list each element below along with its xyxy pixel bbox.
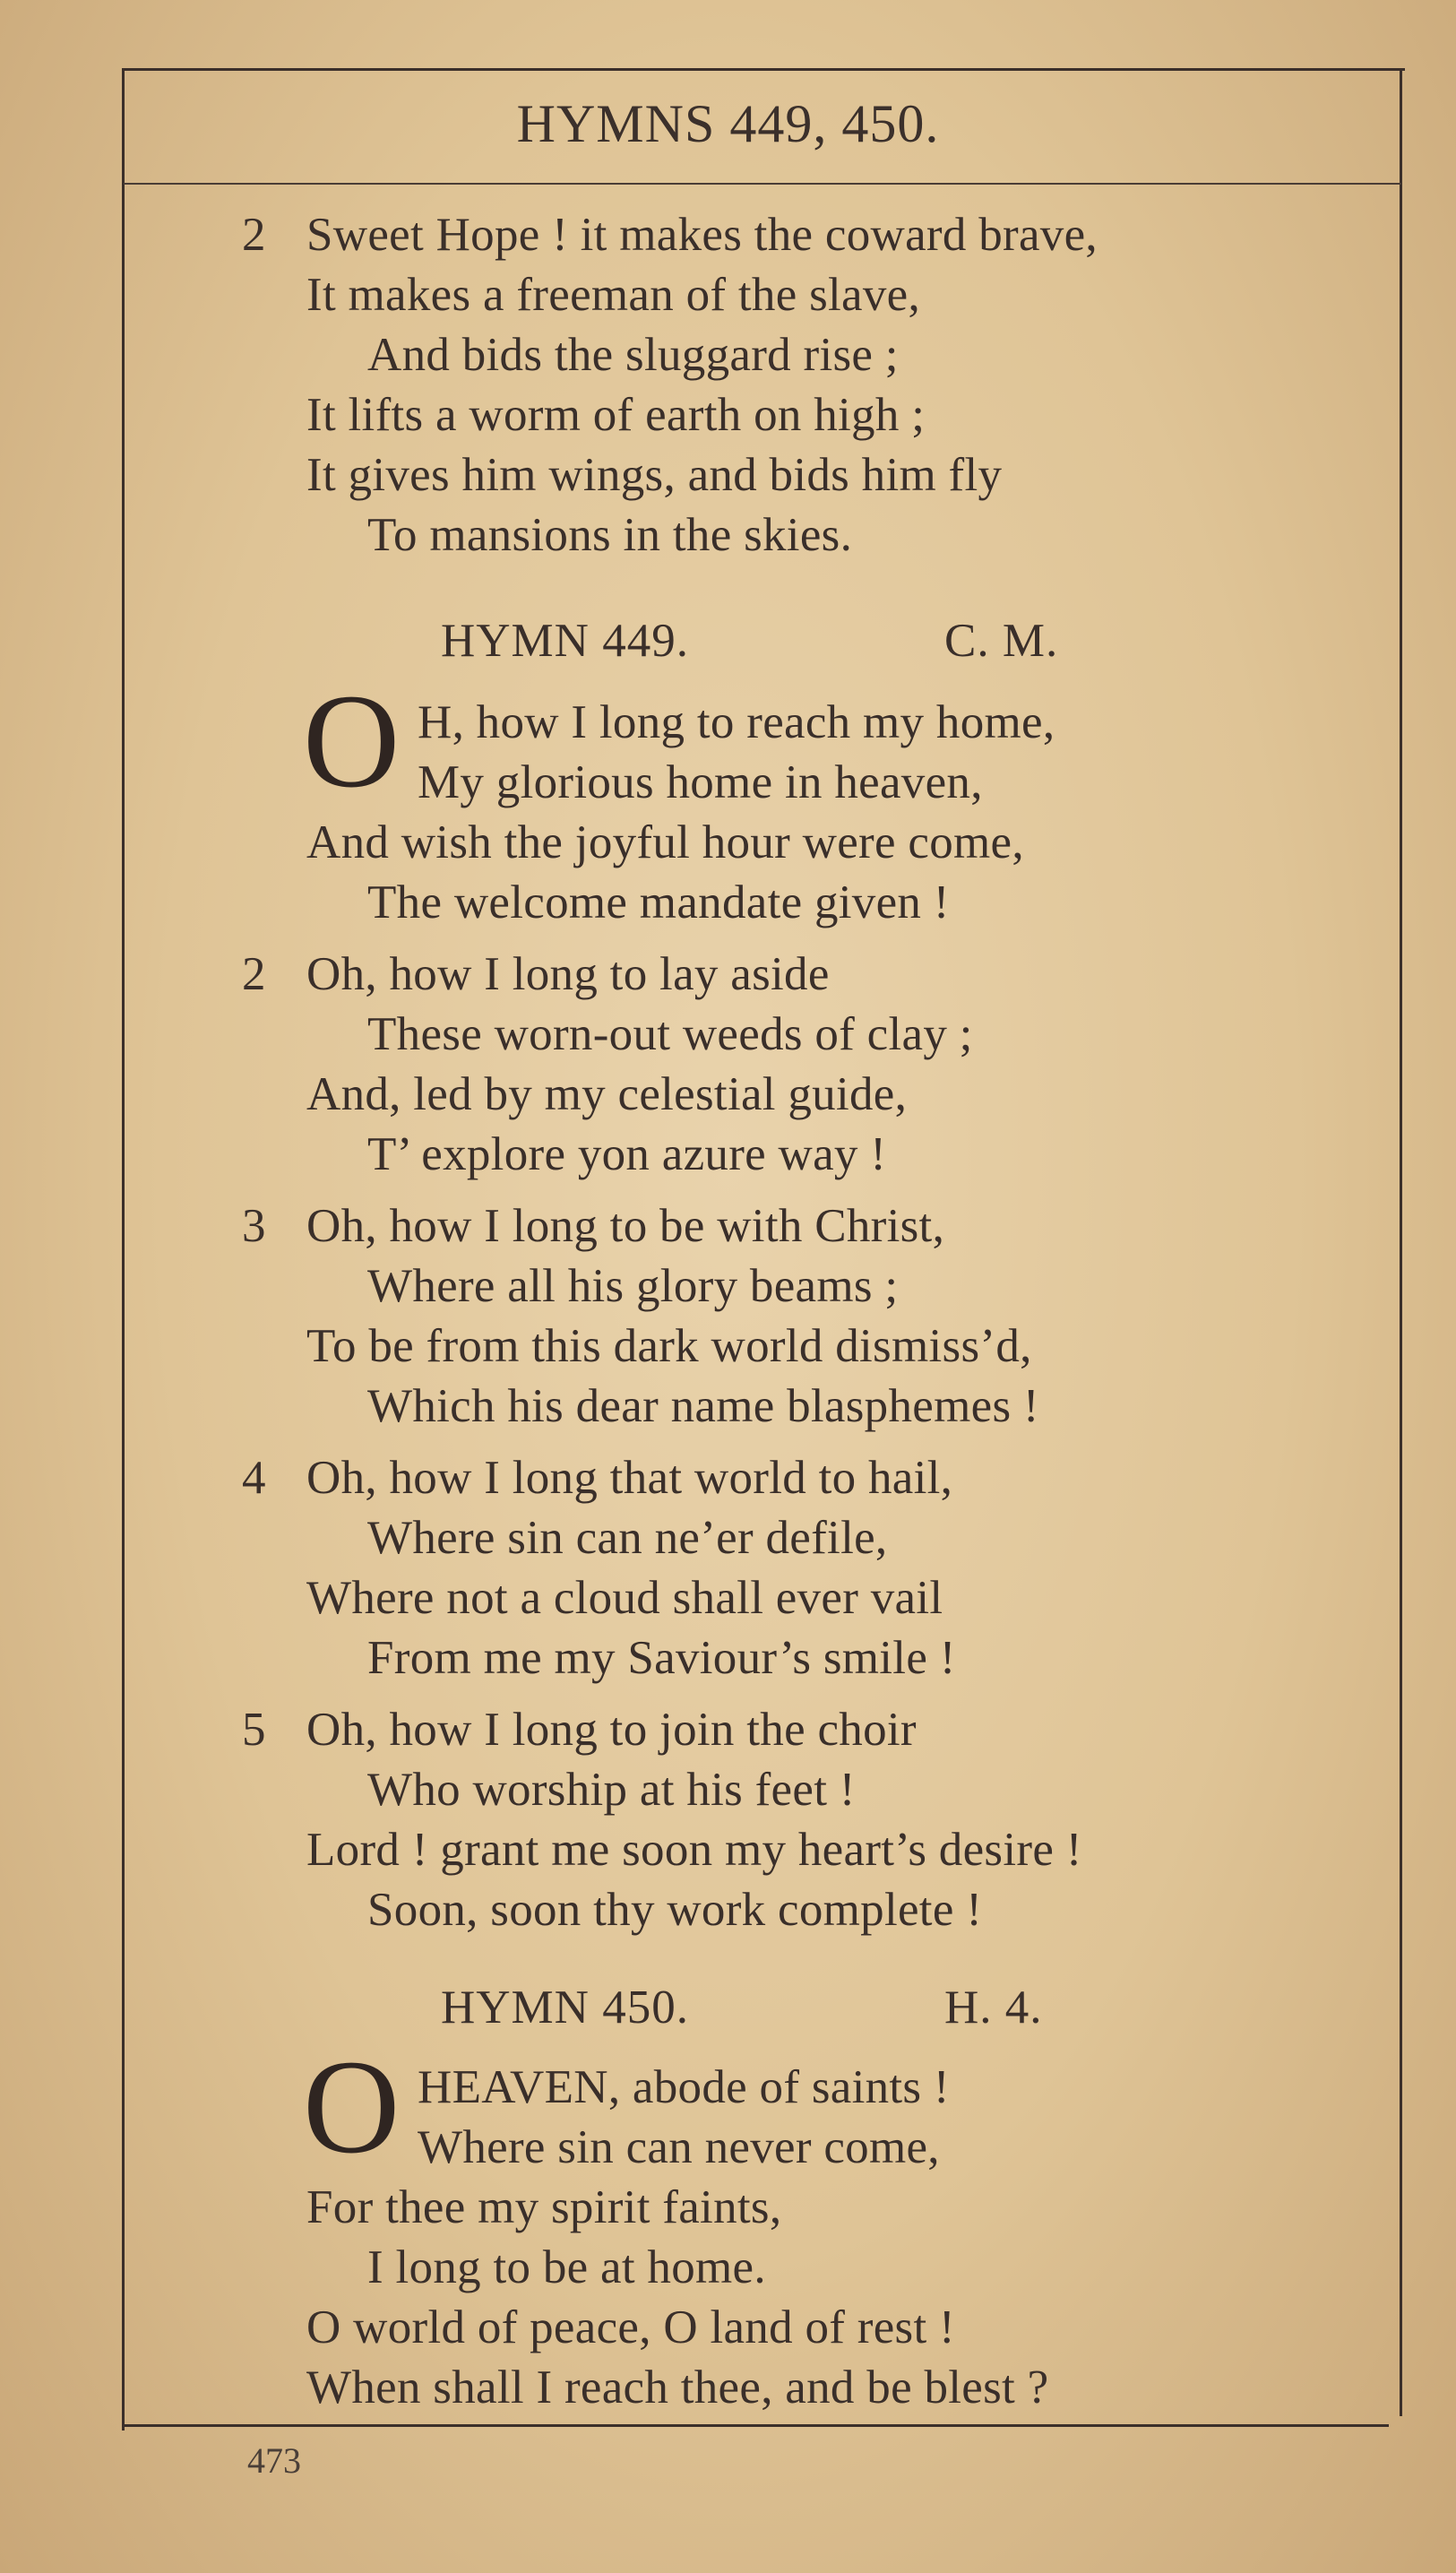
verse-line: Oh, how I long that world to hail,: [306, 1452, 953, 1504]
verse-line: My glorious home in heaven,: [418, 756, 983, 808]
verse-line: It gives him wings, and bids him fly: [306, 449, 1003, 501]
verse-line: Sweet Hope ! it makes the coward brave,: [306, 209, 1098, 261]
frame-right-rule: [1400, 68, 1402, 2416]
verse-line: And, led by my celestial guide,: [306, 1068, 908, 1120]
verse-line: And wish the joyful hour were come,: [306, 816, 1024, 868]
verse-line: Where all his glory beams ;: [367, 1260, 899, 1312]
verse-line: These worn-out weeds of clay ;: [367, 1008, 973, 1060]
verse-line: I long to be at home.: [367, 2241, 766, 2293]
verse-line: T’ explore yon azure way !: [367, 1128, 887, 1180]
verse-line: It lifts a worm of earth on high ;: [306, 389, 926, 441]
verse-line: From me my Saviour’s smile !: [367, 1632, 956, 1684]
verse-line: Who worship at his feet !: [367, 1764, 856, 1816]
verse-line: Where not a cloud shall ever vail: [306, 1572, 943, 1624]
verse-number: 2: [242, 948, 266, 1000]
verse-line: For thee my spirit faints,: [306, 2181, 782, 2233]
hymn-450-title: HYMN 450.: [441, 1982, 689, 2033]
header-divider: [124, 183, 1401, 185]
verse-line: Oh, how I long to be with Christ,: [306, 1200, 945, 1252]
verse-line: Where sin can never come,: [418, 2121, 940, 2173]
verse-line: The welcome mandate given !: [367, 876, 950, 928]
hymn-449-meter: C. M.: [944, 615, 1059, 667]
verse-line: To mansions in the skies.: [367, 509, 853, 561]
footer-divider: [124, 2424, 1389, 2427]
verse-number: 4: [242, 1452, 266, 1504]
verse-line: Lord ! grant me soon my heart’s desire !: [306, 1824, 1082, 1876]
verse-line: It makes a freeman of the slave,: [306, 269, 921, 321]
verse-line: Soon, soon thy work complete !: [367, 1884, 983, 1936]
verse-line: Where sin can ne’er defile,: [367, 1512, 888, 1564]
running-header: HYMNS 449, 450.: [516, 94, 940, 153]
verse-line: Oh, how I long to lay aside: [306, 948, 830, 1000]
page-number: 473: [247, 2440, 301, 2481]
frame-top-rule: [124, 68, 1405, 71]
hymn-450-meter: H. 4.: [944, 1982, 1043, 2033]
verse-line: H, how I long to reach my home,: [418, 696, 1055, 748]
frame-left-rule: [122, 68, 125, 2431]
verse-line: To be from this dark world dismiss’d,: [306, 1320, 1032, 1372]
verse-line: Oh, how I long to join the choir: [306, 1704, 917, 1756]
verse-line: O world of peace, O land of rest !: [306, 2301, 955, 2353]
hymn-450-dropcap: O: [303, 2033, 401, 2181]
verse-line: And bids the sluggard rise ;: [367, 329, 899, 381]
verse-line: When shall I reach thee, and be blest ?: [306, 2361, 1049, 2413]
hymn-449-dropcap: O: [303, 667, 401, 816]
verse-line: HEAVEN, abode of saints !: [418, 2061, 950, 2113]
verse-number: 2: [242, 209, 266, 261]
hymn-449-title: HYMN 449.: [441, 615, 689, 667]
verse-number: 3: [242, 1200, 266, 1252]
verse-number: 5: [242, 1704, 266, 1756]
verse-line: Which his dear name blasphemes !: [367, 1380, 1039, 1432]
